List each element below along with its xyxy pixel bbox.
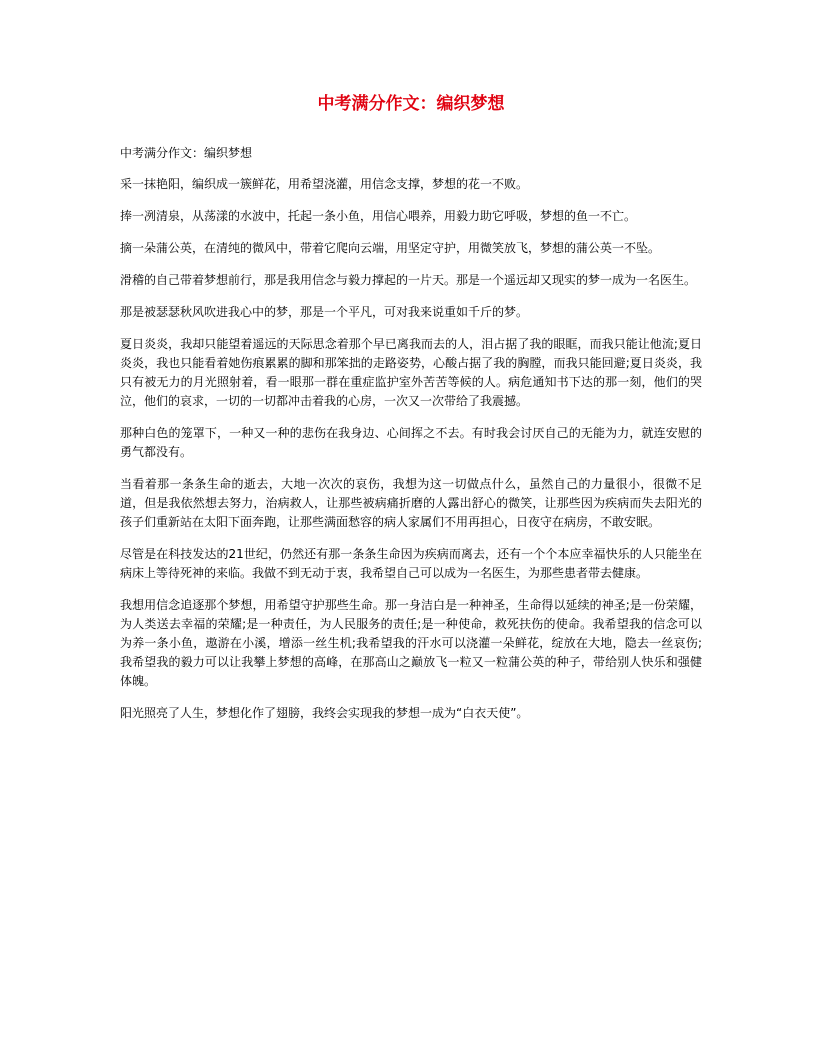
paragraph-2: 捧一冽清泉，从荡漾的水波中，托起一条小鱼，用信心喂养，用毅力助它呼吸，梦想的鱼一不亡。	[120, 209, 637, 223]
document-subtitle: 中考满分作文：编织梦想	[120, 146, 253, 160]
paragraph-5: 那是被瑟瑟秋风吹进我心中的梦，那是一个平凡，可对我来说重如千斤的梦。	[120, 305, 529, 319]
document-page	[120, 92, 702, 736]
paragraph-9: 尽管是在科技发达的21世纪，仍然还有那一条条生命因为疾病而离去，还有一个个本应幸福快乐的人只能坐在病床上等待死神的来临。我做不到无动于衷，我希望自己可以成为一名医生，为那些患者带去健康。	[120, 547, 702, 580]
paragraph-7: 那种白色的笼罩下，一种又一种的悲伤在我身边、心间挥之不去。有时我会讨厌自己的无能为力，就连安慰的勇气都没有。	[120, 426, 702, 459]
paragraph-4: 滑稽的自己带着梦想前行，那是我用信念与毅力撑起的一片天。那是一个遥远却又现实的梦一成为一名医生。	[120, 273, 697, 287]
paragraph-8: 当看着那一条条生命的逝去，大地一次次的哀伤，我想为这一切做点什么，虽然自己的力量很小，很微不足道，但是我依然想去努力，治病救人，让那些被病痛折磨的人露出舒心的微笑，让那些因为疾病而失去阳光的孩子们重新站在太阳下面奔跑，让那些满面愁容的病人家属们不用再担心，日夜守在病房，不敢安眠。	[120, 477, 702, 529]
paragraph-3: 摘一朵蒲公英，在清纯的微风中，带着它爬向云端，用坚定守护，用微笑放飞，梦想的蒲公英一不坠。	[120, 241, 661, 255]
paragraph-10: 我想用信念追逐那个梦想，用希望守护那些生命。那一身洁白是一种神圣，生命得以延续的神圣;是一份荣耀，为人类送去幸福的荣耀;是一种责任，为人民服务的责任;是一种使命，救死扶伤的使命。我希望我的信念可以为养一条小鱼，遨游在小溪，增添一丝生机;我希望我的汗水可以浇灌一朵鲜花，绽放在大地，隐去一丝哀伤;我希望我的毅力可以让我攀上梦想的高峰，在那高山之巅放飞一粒又一粒蒲公英的种子，带给别人快乐和强健体魄。	[120, 598, 702, 688]
paragraph-11: 阳光照亮了人生，梦想化作了翅膀，我终会实现我的梦想一成为“白衣天使”。	[120, 706, 529, 720]
paragraph-1: 采一抹艳阳，编织成一簇鲜花，用希望浇灌，用信念支撑，梦想的花一不败。	[120, 177, 529, 191]
document-title: 中考满分作文：编织梦想	[317, 94, 505, 114]
paragraph-6: 夏日炎炎，我却只能望着遥远的天际思念着那个早已离我而去的人，泪占据了我的眼眶，而我只能让他流;夏日炎炎，我也只能看着她伤痕累累的脚和那笨拙的走路姿势，心酸占据了我的胸膛，而我只能回避;夏日炎炎，我只有被无力的月光照射着，看一眼那一群在重症监护室外苦苦等候的人。病危通知书下达的那一刻，他们的哭泣，他们的哀求，一切的一切都冲击着我的心房，一次又一次带给了我震撼。	[120, 337, 702, 408]
